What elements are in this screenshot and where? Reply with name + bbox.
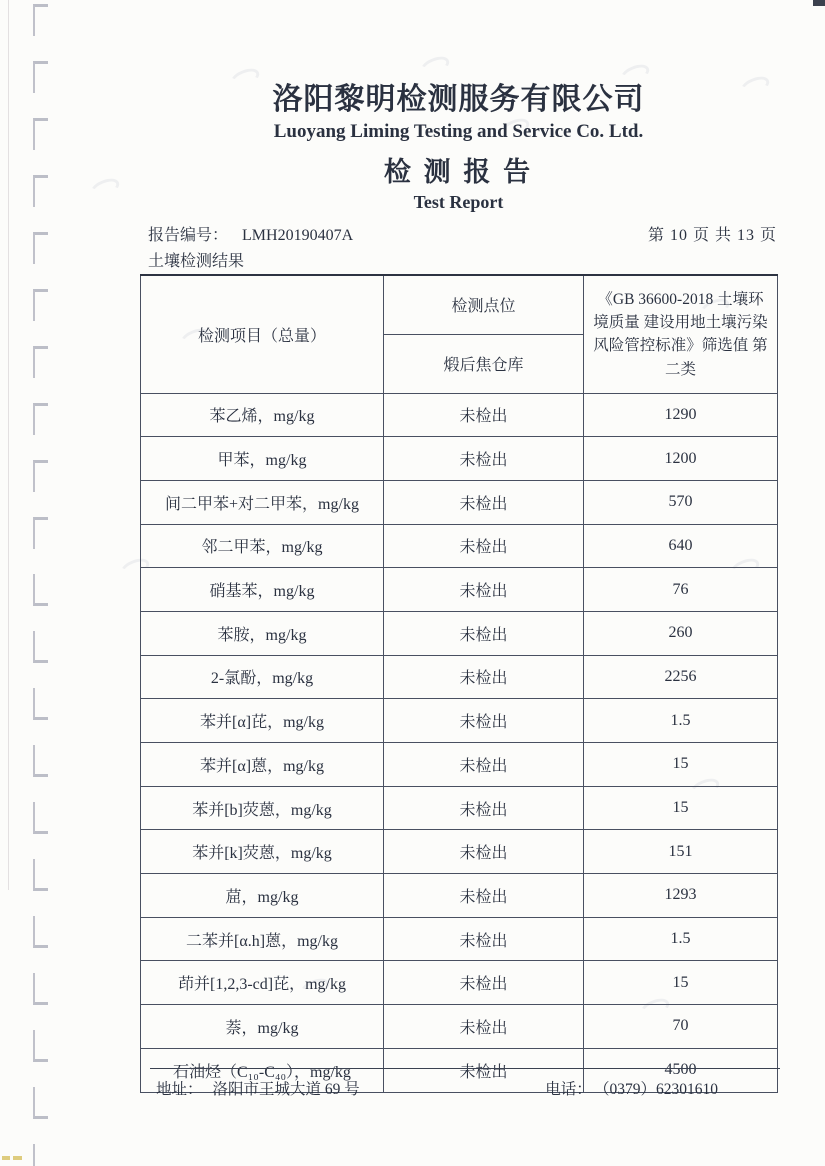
report-title-en: Test Report xyxy=(413,192,504,212)
cell-limit: 260 xyxy=(584,611,778,655)
binding-hole-mark xyxy=(33,745,48,777)
cell-parameter: 䓛，mg/kg xyxy=(141,874,384,918)
binding-hole-mark xyxy=(33,232,48,264)
table-row xyxy=(141,611,778,655)
cell-parameter: 间二甲苯+对二甲苯，mg/kg xyxy=(141,480,384,524)
cell-parameter: 甲苯，mg/kg xyxy=(141,437,384,481)
cell-parameter: 茚并[1,2,3-cd]芘，mg/kg xyxy=(141,961,384,1005)
binding-hole-mark xyxy=(33,916,48,948)
scan-corner-mark-yellow xyxy=(2,1156,22,1160)
table-row xyxy=(141,524,778,568)
report-number-value: LMH20190407A xyxy=(242,227,354,244)
cell-parameter: 苯并[α]芘，mg/kg xyxy=(141,699,384,743)
cell-limit: 151 xyxy=(584,830,778,874)
header-cell-sampling-point: 检测点位 xyxy=(384,275,584,334)
table-row xyxy=(141,393,778,437)
table-row xyxy=(141,655,778,699)
header-cell-location: 煅后焦仓库 xyxy=(384,334,584,393)
footer-address-label: 地址： xyxy=(156,1081,203,1098)
cell-result: 未检出 xyxy=(384,961,584,1005)
binding-hole-mark xyxy=(33,61,48,93)
binding-hole-mark xyxy=(33,859,48,891)
binding-hole-mark xyxy=(33,118,48,150)
cell-limit: 570 xyxy=(584,480,778,524)
cell-result: 未检出 xyxy=(384,611,584,655)
cell-parameter: 硝基苯，mg/kg xyxy=(141,568,384,612)
table-row xyxy=(141,917,778,961)
cell-result: 未检出 xyxy=(384,699,584,743)
footer-phone-label: 电话： xyxy=(545,1081,592,1098)
cell-limit: 4500 xyxy=(584,1048,778,1092)
binding-hole-mark xyxy=(33,1087,48,1119)
table-row xyxy=(141,830,778,874)
cell-result: 未检出 xyxy=(384,830,584,874)
cell-limit: 1293 xyxy=(584,874,778,918)
cell-result: 未检出 xyxy=(384,786,584,830)
cell-parameter: 二苯并[α.h]蒽，mg/kg xyxy=(141,917,384,961)
cell-result: 未检出 xyxy=(384,568,584,612)
section-title: 土壤检测结果 xyxy=(148,253,245,270)
header-cell-standard: 《GB 36600-2018 土壤环境质量 建设用地土壤污染风险管控标准》筛选值 第二类 xyxy=(584,275,778,393)
cell-limit: 15 xyxy=(584,743,778,787)
footer-address xyxy=(156,1077,360,1099)
cell-result: 未检出 xyxy=(384,743,584,787)
watermark-swirl xyxy=(88,175,122,201)
cell-limit: 1.5 xyxy=(584,699,778,743)
scan-corner-mark xyxy=(813,0,825,6)
cell-result: 未检出 xyxy=(384,1048,584,1092)
cell-limit: 1200 xyxy=(584,437,778,481)
cell-limit: 2256 xyxy=(584,655,778,699)
cell-result: 未检出 xyxy=(384,480,584,524)
binding-hole-mark xyxy=(33,517,48,549)
company-name-en: Luoyang Liming Testing and Service Co. Ltd. xyxy=(273,121,644,142)
report-footer xyxy=(150,1068,780,1099)
cell-parameter: 邻二甲苯，mg/kg xyxy=(141,524,384,568)
table-row xyxy=(141,1005,778,1049)
footer-address-value: 洛阳市王城大道 69 号 xyxy=(212,1081,360,1098)
cell-result: 未检出 xyxy=(384,1005,584,1049)
table-row xyxy=(141,743,778,787)
cell-parameter: 苯并[α]蒽，mg/kg xyxy=(141,743,384,787)
cell-result: 未检出 xyxy=(384,655,584,699)
cell-result: 未检出 xyxy=(384,393,584,437)
cell-parameter: 2-氯酚，mg/kg xyxy=(141,655,384,699)
table-row xyxy=(141,699,778,743)
cell-limit: 1.5 xyxy=(584,917,778,961)
binding-hole-mark xyxy=(33,802,48,834)
cell-limit: 15 xyxy=(584,786,778,830)
binding-hole-mark xyxy=(33,175,48,207)
table-row xyxy=(141,480,778,524)
binding-hole-mark xyxy=(33,1144,48,1166)
binding-hole-mark xyxy=(33,631,48,663)
cell-parameter: 萘，mg/kg xyxy=(141,1005,384,1049)
binding-hole-mark xyxy=(33,973,48,1005)
footer-phone xyxy=(545,1077,718,1099)
cell-parameter: 苯并[b]荧蒽，mg/kg xyxy=(141,786,384,830)
cell-result: 未检出 xyxy=(384,874,584,918)
binding-hole-mark xyxy=(33,289,48,321)
cell-parameter: 苯胺，mg/kg xyxy=(141,611,384,655)
results-table-header xyxy=(141,275,778,393)
cell-result: 未检出 xyxy=(384,437,584,481)
report-title-cn: 检 测 报 告 xyxy=(383,157,534,187)
binding-hole-mark xyxy=(33,346,48,378)
cell-parameter: 苯乙烯，mg/kg xyxy=(141,393,384,437)
binding-hole-mark xyxy=(33,403,48,435)
page-indicator: 第 10 页 共 13 页 xyxy=(647,227,777,244)
cell-limit: 70 xyxy=(584,1005,778,1049)
report-number xyxy=(148,222,353,245)
results-table xyxy=(140,274,778,1093)
binding-hole-mark xyxy=(33,460,48,492)
cell-result: 未检出 xyxy=(384,524,584,568)
cell-result: 未检出 xyxy=(384,917,584,961)
footer-phone-value: （0379）62301610 xyxy=(601,1081,718,1098)
binding-hole-mark xyxy=(33,1030,48,1062)
table-row xyxy=(141,874,778,918)
header-cell-item: 检测项目（总量） xyxy=(141,275,384,393)
report-number-label: 报告编号： xyxy=(148,227,229,244)
binding-hole-mark xyxy=(33,688,48,720)
table-row xyxy=(141,786,778,830)
cell-limit: 1290 xyxy=(584,393,778,437)
cell-parameter: 苯并[k]荧蒽，mg/kg xyxy=(141,830,384,874)
report-content xyxy=(140,74,777,1093)
table-row xyxy=(141,961,778,1005)
table-row xyxy=(141,568,778,612)
table-row xyxy=(141,437,778,481)
results-table-body xyxy=(141,393,778,1092)
cell-limit: 15 xyxy=(584,961,778,1005)
report-meta-row xyxy=(140,222,777,245)
binding-hole-mark xyxy=(33,4,48,36)
company-name-cn: 洛阳黎明检测服务有限公司 xyxy=(272,83,645,116)
binding-hole-mark xyxy=(33,574,48,606)
page-edge-shadow xyxy=(8,0,9,890)
cell-limit: 640 xyxy=(584,524,778,568)
cell-limit: 76 xyxy=(584,568,778,612)
cell-parameter: 石油烃（C₁₀-C₄₀），mg/kg xyxy=(141,1048,384,1092)
